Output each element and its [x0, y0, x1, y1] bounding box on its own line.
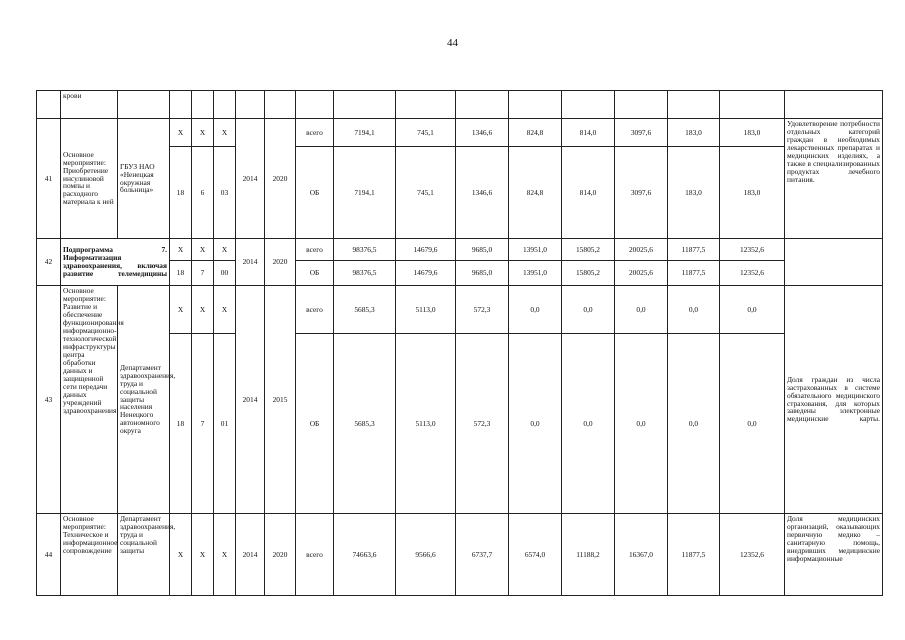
cell-value: 9685,0 [456, 239, 509, 261]
cell-value: 74663,6 [334, 514, 396, 596]
cell-value: 745,1 [396, 119, 456, 147]
cell-value: 183,0 [668, 147, 720, 239]
cell-funding-label: ОБ [296, 147, 334, 239]
cell-value: 14679,6 [396, 239, 456, 261]
indicator-text: Доля граждан из числа застрахованных в системе обязательного медицинского страхования, для которых заведены электронные медицинские карты. [787, 374, 880, 424]
cell-funding-label: ОБ [296, 334, 334, 514]
table-row-44-total [37, 514, 883, 596]
cell-indicator [785, 239, 883, 286]
cell-row-number: 42 [37, 239, 61, 286]
cell-start-year: 2014 [236, 119, 265, 239]
cell-value: 0,0 [615, 334, 668, 514]
cell-code-x: X [170, 286, 192, 334]
cell-value: 6737,7 [456, 514, 509, 596]
cell-code: 01 [214, 334, 236, 514]
cell-value: 824,8 [509, 147, 562, 239]
cell-value: 12352,6 [720, 261, 785, 286]
cell-code-x: X [214, 286, 236, 334]
cell-value: 814,0 [562, 119, 615, 147]
cell-row-number: 43 [37, 286, 61, 514]
cell-value: 1346,6 [456, 147, 509, 239]
cell-code-x: X [192, 119, 214, 147]
cell-value: 15805,2 [562, 261, 615, 286]
cell-value: 7194,1 [334, 147, 396, 239]
cell-value: 13951,0 [509, 239, 562, 261]
table-row-41-total [37, 119, 883, 147]
page-number: 44 [447, 37, 458, 49]
cell-value: 7194,1 [334, 119, 396, 147]
cell-indicator [785, 514, 883, 596]
cell-continuation-text: крови [61, 91, 118, 119]
cell-value: 3097,6 [615, 119, 668, 147]
cell-value: 0,0 [562, 334, 615, 514]
cell-value: 183,0 [720, 147, 785, 239]
cell-code: 00 [214, 261, 236, 286]
cell-code: 7 [192, 261, 214, 286]
cell-code-x: X [192, 239, 214, 261]
cell-start-year: 2014 [236, 239, 265, 286]
cell-funding-label: всего [296, 239, 334, 261]
cell-value: 13951,0 [509, 261, 562, 286]
cell-executor: Департамент здравоохранения, труда и социальной защиты [118, 514, 170, 596]
cell-activity-name: Основное мероприятие: Приобретение инсулиновой помпы и расходного материала к ней [61, 119, 118, 239]
cell-code: 18 [170, 261, 192, 286]
cell-code: 18 [170, 147, 192, 239]
cell-code-x: X [214, 239, 236, 261]
cell-value: 0,0 [509, 286, 562, 334]
cell-funding-label: всего [296, 286, 334, 334]
cell-value: 1346,6 [456, 119, 509, 147]
cell-activity-name: Основное мероприятие: Развитие и обеспечение функционирования информационно-технологической инфраструктуры центра обработки данных и защищенной сети передачи данных учреждений здравоохранения [61, 286, 118, 514]
cell-code: 18 [170, 334, 192, 514]
cell-activity-name: Основное мероприятие: Техническое и информационное сопровождение [61, 514, 118, 596]
cell-value: 3097,6 [615, 147, 668, 239]
cell-code-x: X [170, 239, 192, 261]
cell-code-x: X [170, 119, 192, 147]
cell-value: 824,8 [509, 119, 562, 147]
cell-value: 183,0 [668, 119, 720, 147]
cell-code: 6 [192, 147, 214, 239]
cell-value: 0,0 [720, 286, 785, 334]
cell-code-x: X [214, 119, 236, 147]
cell-value: 12352,6 [720, 239, 785, 261]
indicator-text: Доля медицинских организаций, оказывающих первичную медико – санитарную помощь, внедривших медицинские информационные [787, 514, 880, 563]
cell-code-x: X [170, 514, 192, 596]
cell-value: 814,0 [562, 147, 615, 239]
cell-value: 5113,0 [396, 334, 456, 514]
cell-value: 20025,6 [615, 261, 668, 286]
cell-indicator [785, 119, 883, 239]
cell-value: 0,0 [668, 286, 720, 334]
cell-value: 12352,6 [720, 514, 785, 596]
cell-indicator [785, 286, 883, 514]
cell-funding-label: ОБ [296, 261, 334, 286]
cell-code-x: X [214, 514, 236, 596]
indicator-text: Удовлетворение потребности отдельных категорий граждан в необходимых лекарственных препаратах и медицинских изделиях, а также в специализированных продуктах лечебного питания. [787, 119, 880, 184]
cell-end-year: 2020 [265, 119, 296, 239]
cell-funding-label: всего [296, 119, 334, 147]
cell-executor: Департамент здравоохранения, труда и социальной защиты населения Ненецкого автономного округа [118, 286, 170, 514]
cell-value: 16367,0 [615, 514, 668, 596]
cell-funding-label: всего [296, 514, 334, 596]
cell-code: 7 [192, 334, 214, 514]
cell-value: 9685,0 [456, 261, 509, 286]
cell-value: 5685,3 [334, 286, 396, 334]
cell-end-year: 2020 [265, 514, 296, 596]
cell-value: 98376,5 [334, 261, 396, 286]
cell-value: 11877,5 [668, 514, 720, 596]
cell-value: 745,1 [396, 147, 456, 239]
program-budget-table [36, 90, 883, 596]
table-row-42-total [37, 239, 883, 261]
cell-value: 14679,6 [396, 261, 456, 286]
cell-code-x: X [192, 286, 214, 334]
cell-value: 5685,3 [334, 334, 396, 514]
cell-value: 0,0 [615, 286, 668, 334]
table-row-43-total [37, 286, 883, 334]
cell-value: 6574,0 [509, 514, 562, 596]
cell-value: 0,0 [720, 334, 785, 514]
cell-value: 9566,6 [396, 514, 456, 596]
cell-end-year: 2015 [265, 286, 296, 514]
cell-value: 0,0 [562, 286, 615, 334]
cell-value: 11877,5 [668, 261, 720, 286]
cell-value: 183,0 [720, 119, 785, 147]
cell-subprogram-name: Подпрограмма 7. Информатизация здравоохранения, включая развитие телемедицины [61, 239, 170, 286]
cell-value: 15805,2 [562, 239, 615, 261]
cell-value: 11188,2 [562, 514, 615, 596]
cell-value: 0,0 [509, 334, 562, 514]
cell-row-number: 44 [37, 514, 61, 596]
cell-row-number: 41 [37, 119, 61, 239]
cell-executor: ГБУЗ НАО «Ненецкая окружная больница» [118, 119, 170, 239]
cell-start-year: 2014 [236, 514, 265, 596]
cell-value: 572,3 [456, 334, 509, 514]
cell-value: 5113,0 [396, 286, 456, 334]
cell-value: 20025,6 [615, 239, 668, 261]
cell-value: 0,0 [668, 334, 720, 514]
cell-start-year: 2014 [236, 286, 265, 514]
cell-code-x: X [192, 514, 214, 596]
table-row-continuation [37, 91, 883, 119]
cell-value: 572,3 [456, 286, 509, 334]
cell-code: 03 [214, 147, 236, 239]
cell-value: 11877,5 [668, 239, 720, 261]
cell-end-year: 2020 [265, 239, 296, 286]
cell-value: 98376,5 [334, 239, 396, 261]
